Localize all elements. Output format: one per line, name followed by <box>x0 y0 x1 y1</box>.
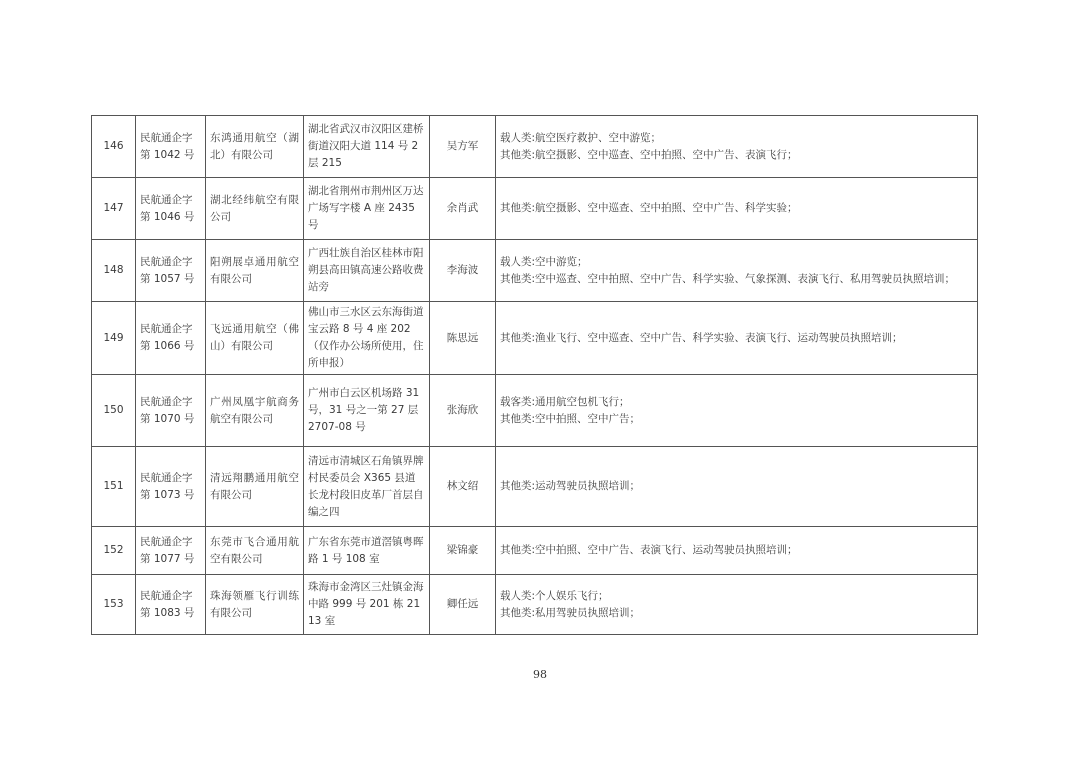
row-number: 146 <box>92 116 136 178</box>
permit-number: 民航通企字第 1066 号 <box>136 302 206 375</box>
table-row <box>92 302 978 375</box>
business-scope <box>496 302 978 375</box>
scope-line: 其他类:空中巡查、空中拍照、空中广告、科学实验、气象探测、表演飞行、私用驾驶员执照培训； <box>500 272 956 285</box>
legal-representative: 林文绍 <box>430 447 496 527</box>
row-number: 150 <box>92 375 136 447</box>
company-address: 广西壮族自治区桂林市阳朔县高田镇高速公路收费站旁 <box>304 240 430 302</box>
company-name: 湖北经纬航空有限公司 <box>206 178 304 240</box>
business-scope <box>496 178 978 240</box>
permit-number: 民航通企字第 1057 号 <box>136 240 206 302</box>
company-name: 广州凤凰宇航商务航空有限公司 <box>206 375 304 447</box>
row-number: 152 <box>92 527 136 575</box>
permit-number: 民航通企字第 1077 号 <box>136 527 206 575</box>
table-row <box>92 178 978 240</box>
company-address: 湖北省荆州市荆州区万达广场写字楼 A 座 2435 号 <box>304 178 430 240</box>
scope-line: 载人类:空中游览； <box>500 255 588 268</box>
table-row <box>92 240 978 302</box>
table-row <box>92 575 978 635</box>
page-number: 98 <box>533 668 547 681</box>
company-name: 东鸿通用航空（湖北）有限公司 <box>206 116 304 178</box>
row-number: 147 <box>92 178 136 240</box>
scope-line: 其他类:运动驾驶员执照培训； <box>500 480 641 492</box>
business-scope <box>496 375 978 447</box>
company-name: 珠海领雁飞行训练有限公司 <box>206 575 304 635</box>
scope-line: 其他类:私用驾驶员执照培训； <box>500 606 641 619</box>
scope-line: 其他类:空中拍照、空中广告； <box>500 412 641 425</box>
legal-representative: 吴方军 <box>430 116 496 178</box>
legal-representative: 余肖武 <box>430 178 496 240</box>
company-name: 清远翔鹏通用航空有限公司 <box>206 447 304 527</box>
permit-number: 民航通企字第 1070 号 <box>136 375 206 447</box>
scope-line: 载人类:个人娱乐飞行； <box>500 589 609 602</box>
scope-line: 其他类:空中拍照、空中广告、表演飞行、运动驾驶员执照培训； <box>500 544 798 556</box>
table-row <box>92 527 978 575</box>
legal-representative: 梁锦豪 <box>430 527 496 575</box>
company-address: 清远市清城区石角镇界牌村民委员会 X365 县道长龙村段旧皮革厂首层自编之四 <box>304 447 430 527</box>
company-name: 阳朔展卓通用航空有限公司 <box>206 240 304 302</box>
company-address: 珠海市金湾区三灶镇金海中路 999 号 201 栋 2113 室 <box>304 575 430 635</box>
enterprise-registry-table <box>91 115 978 635</box>
company-address: 广州市白云区机场路 31 号，31 号之一第 27 层 2707-08 号 <box>304 375 430 447</box>
business-scope <box>496 116 978 178</box>
table-row <box>92 116 978 178</box>
scope-line: 其他类:航空摄影、空中巡查、空中拍照、空中广告、表演飞行； <box>500 148 798 161</box>
scope-line: 载人类:航空医疗救护、空中游览； <box>500 131 662 144</box>
permit-number: 民航通企字第 1046 号 <box>136 178 206 240</box>
business-scope <box>496 240 978 302</box>
row-number: 151 <box>92 447 136 527</box>
table-row <box>92 375 978 447</box>
legal-representative: 李海波 <box>430 240 496 302</box>
legal-representative: 陈思远 <box>430 302 496 375</box>
company-address: 佛山市三水区云东海街道宝云路 8 号 4 座 202（仅作办公场所使用，住所申报） <box>304 302 430 375</box>
row-number: 149 <box>92 302 136 375</box>
company-address: 广东省东莞市道滘镇粤晖路 1 号 108 室 <box>304 527 430 575</box>
scope-line: 其他类:渔业飞行、空中巡查、空中广告、科学实验、表演飞行、运动驾驶员执照培训； <box>500 331 903 344</box>
business-scope <box>496 527 978 575</box>
table-body <box>92 116 978 635</box>
permit-number: 民航通企字第 1083 号 <box>136 575 206 635</box>
permit-number: 民航通企字第 1042 号 <box>136 116 206 178</box>
permit-number: 民航通企字第 1073 号 <box>136 447 206 527</box>
company-name: 飞远通用航空（佛山）有限公司 <box>206 302 304 375</box>
legal-representative: 张海欣 <box>430 375 496 447</box>
legal-representative: 卿任远 <box>430 575 496 635</box>
scope-line: 其他类:航空摄影、空中巡查、空中拍照、空中广告、科学实验； <box>500 202 798 214</box>
business-scope <box>496 447 978 527</box>
business-scope <box>496 575 978 635</box>
row-number: 153 <box>92 575 136 635</box>
company-name: 东莞市飞合通用航空有限公司 <box>206 527 304 575</box>
row-number: 148 <box>92 240 136 302</box>
table-row <box>92 447 978 527</box>
scope-line: 载客类:通用航空包机飞行； <box>500 395 630 408</box>
company-address: 湖北省武汉市汉阳区建桥街道汉阳大道 114 号 2 层 215 <box>304 116 430 178</box>
